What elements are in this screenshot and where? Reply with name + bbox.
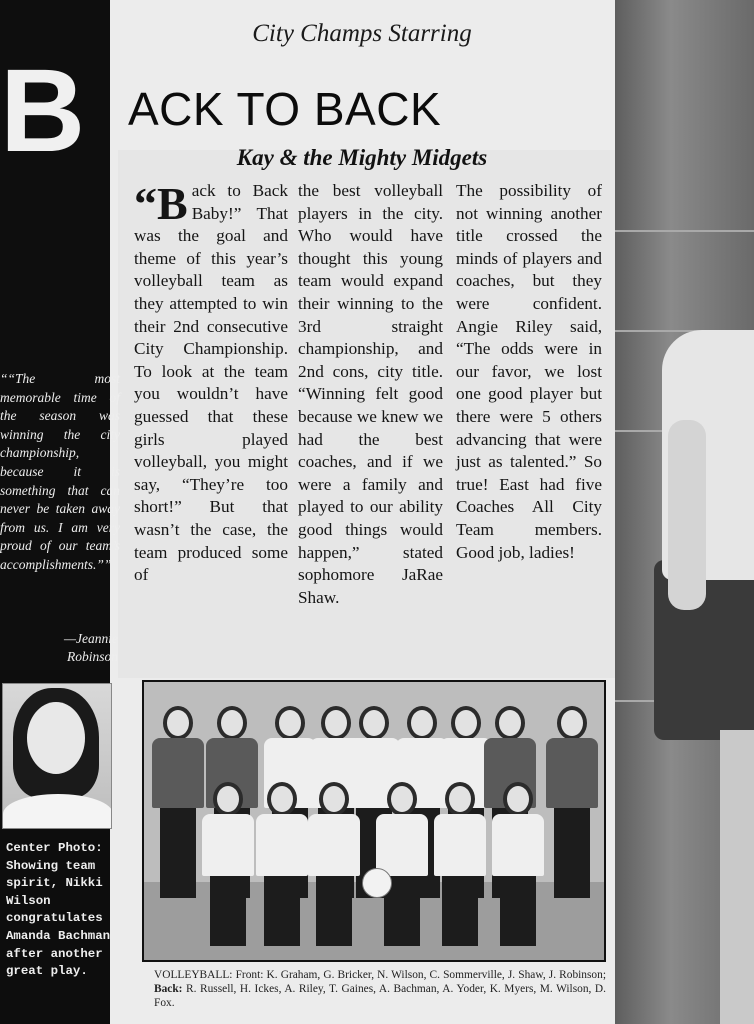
attribution-line-1: —Jeannie <box>64 631 118 646</box>
headline: ACK TO BACK <box>128 83 442 135</box>
subheadline: Kay & the Mighty Midgets <box>236 145 488 170</box>
quote-attribution <box>0 630 120 666</box>
center-photo-caption: Center Photo: Showing team spirit, Nikki Wilson congratulates Amanda Bachman after another great play. <box>6 841 111 979</box>
volleyball <box>362 868 392 898</box>
team-photo <box>142 680 606 962</box>
team-photo-caption: VOLLEYBALL: Front: K. Graham, G. Bricker, N. Wilson, C. Sommerville, J. Shaw, J. Robinson; Back: R. Russell, H. Ickes, A. Riley, T. Gaines, A. Bachman, A. Yoder, K. Myers, M. Wilson, D. Fox. <box>154 969 606 1009</box>
attribution-line-2: Robinson <box>66 649 118 664</box>
headline-big-letter: B <box>0 45 86 177</box>
player-arm <box>668 420 706 610</box>
article-column-1 <box>134 180 288 587</box>
column-1-text: ack to Back Baby!” That was the goal and theme of this year’s volleyball team as they attempted to win their 2nd consecutive City Championship. To look at the team you wouldn’t have guessed that these girls played volleyball, you might say, “They’re too short!” But that wasn’t the case, the team produced some of <box>134 181 288 585</box>
sidebar-quote: ““The most memorable time of the season was winning the city championship, because it is something that can never be taken away from us. I am very proud of our team’s accomplishments.”” <box>0 371 120 572</box>
article-column-2: the best volleyball players in the city. Who would have thought this young team would expand their winning to the 3rd straight championship, and 2nd cons, city title. “Winning felt good because we knew we had the best coaches, and if we were a family and played to our ability good things would happen,” stated sophomore JaRae Shaw. <box>298 181 443 607</box>
portrait-photo <box>2 683 112 829</box>
dropcap: “B <box>134 178 188 229</box>
kicker-title: City Champs Starring <box>252 20 472 47</box>
player-leg <box>720 730 754 1024</box>
article-column-3: The possibility of not winning another title crossed the minds of players and coaches, but they were confident. Angie Riley said, “The odds were in our favor, we lost one good player but there were 5 others advancing that were just as talented.” So true! East had five Coaches All City Team members. Good job, ladies! <box>456 181 602 562</box>
